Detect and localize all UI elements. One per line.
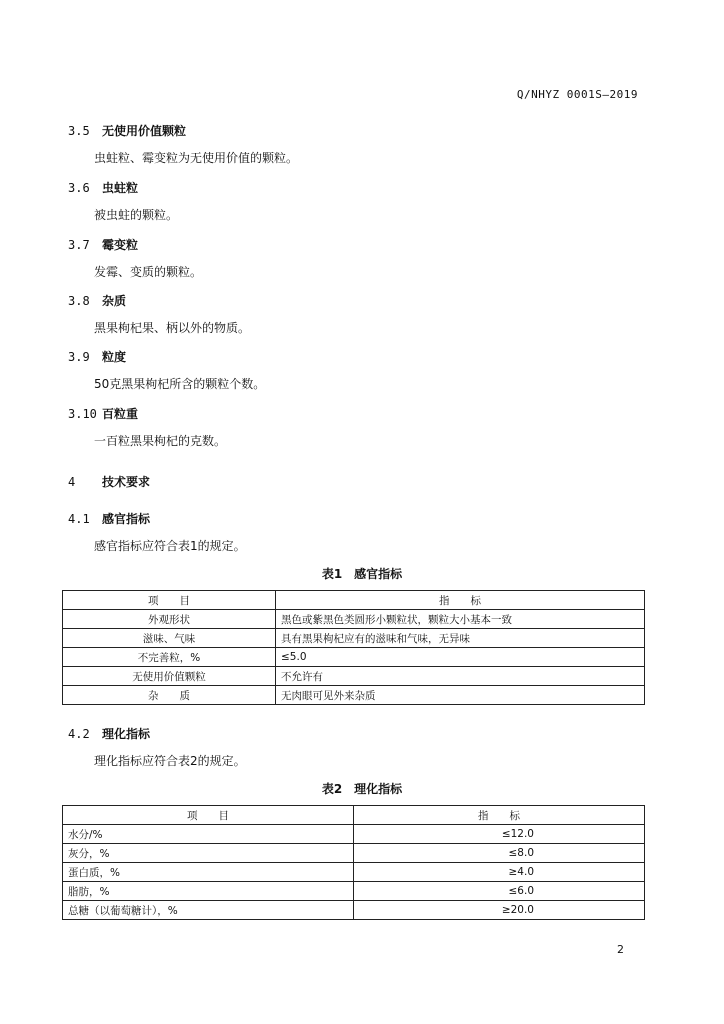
- column-header: 指 标: [276, 591, 645, 610]
- term-number: 3.8: [68, 294, 90, 308]
- value-cell: ≥20.0: [354, 901, 645, 920]
- table-header-row: [63, 591, 645, 610]
- table-row: [63, 629, 645, 648]
- term-title: 粒度: [102, 350, 127, 364]
- table-row: [63, 863, 645, 882]
- term-number: 3.6: [68, 181, 90, 195]
- value-cell: ≤6.0: [354, 882, 645, 901]
- standard-code: Q/NHYZ 0001S—2019: [516, 88, 638, 101]
- item-cell: 水分/%: [63, 825, 354, 844]
- section-number: 4.2: [68, 727, 90, 741]
- item-cell: 杂 质: [63, 686, 276, 705]
- term-3-9-heading: [68, 348, 126, 365]
- table-row: [63, 882, 645, 901]
- term-3-7-body: 发霉、变质的颗粒。: [94, 265, 203, 279]
- term-3-8-heading: [68, 292, 126, 309]
- item-cell: 无使用价值颗粒: [63, 667, 276, 686]
- value-cell: ≥4.0: [354, 863, 645, 882]
- term-number: 3.5: [68, 124, 90, 138]
- table-row: [63, 667, 645, 686]
- term-3-9-body: 50克黑果枸杞所含的颗粒个数。: [94, 377, 266, 391]
- term-title: 百粒重: [102, 407, 139, 421]
- term-number: 3.9: [68, 350, 90, 364]
- table-row: [63, 610, 645, 629]
- value-cell: 黑色或紫黑色类圆形小颗粒状，颗粒大小基本一致: [276, 610, 645, 629]
- sensory-indicators-table: [62, 590, 645, 705]
- term-number: 3.10: [68, 407, 97, 421]
- section-title: 感官指标: [102, 512, 151, 526]
- value-cell: ≤5.0: [276, 648, 645, 667]
- term-number: 3.7: [68, 238, 90, 252]
- section-number: 4.1: [68, 512, 90, 526]
- item-cell: 不完善粒，%: [63, 648, 276, 667]
- item-cell: 滋味、气味: [63, 629, 276, 648]
- section-4-2-heading: [68, 725, 150, 742]
- item-cell: 灰分，%: [63, 844, 354, 863]
- term-3-7-heading: [68, 236, 138, 253]
- table1-caption: 表1 感官指标: [321, 567, 403, 581]
- term-3-6-heading: [68, 179, 138, 196]
- section-4-2-body: 理化指标应符合表2的规定。: [94, 754, 246, 768]
- term-title: 霉变粒: [102, 238, 139, 252]
- table-row: [63, 825, 645, 844]
- column-header: 项 目: [63, 806, 354, 825]
- term-title: 杂质: [102, 294, 127, 308]
- item-cell: 外观形状: [63, 610, 276, 629]
- term-3-10-body: 一百粒黑果枸杞的克数。: [94, 434, 227, 448]
- table-header-row: [63, 806, 645, 825]
- table-row: [63, 901, 645, 920]
- value-cell: ≤8.0: [354, 844, 645, 863]
- section-4-1-heading: [68, 510, 150, 527]
- table-row: [63, 844, 645, 863]
- value-cell: 具有黑果枸杞应有的滋味和气味，无异味: [276, 629, 645, 648]
- section-number: 4: [68, 475, 76, 489]
- value-cell: 不允许有: [276, 667, 645, 686]
- page-number: 2: [617, 943, 624, 956]
- term-3-5-body: 虫蛀粒、霉变粒为无使用价值的颗粒。: [94, 151, 299, 165]
- table-row: [63, 648, 645, 667]
- value-cell: 无肉眼可见外来杂质: [276, 686, 645, 705]
- section-4-1-body: 感官指标应符合表1的规定。: [94, 539, 246, 553]
- value-cell: ≤12.0: [354, 825, 645, 844]
- term-title: 无使用价值颗粒: [102, 124, 187, 138]
- term-3-8-body: 黑果枸杞果、柄以外的物质。: [94, 321, 251, 335]
- section-title: 理化指标: [102, 727, 151, 741]
- term-3-5-heading: [68, 122, 186, 139]
- column-header: 指 标: [354, 806, 645, 825]
- section-title: 技术要求: [102, 475, 151, 489]
- term-3-6-body: 被虫蛀的颗粒。: [94, 208, 179, 222]
- item-cell: 脂肪，%: [63, 882, 354, 901]
- term-3-10-heading: [68, 405, 138, 422]
- table2-caption: 表2 理化指标: [321, 782, 403, 796]
- column-header: 项 目: [63, 591, 276, 610]
- physicochemical-indicators-table: [62, 805, 645, 920]
- item-cell: 总糖（以葡萄糖计），%: [63, 901, 354, 920]
- section-4-heading: [68, 473, 150, 490]
- term-title: 虫蛀粒: [102, 181, 139, 195]
- item-cell: 蛋白质，%: [63, 863, 354, 882]
- table-row: [63, 686, 645, 705]
